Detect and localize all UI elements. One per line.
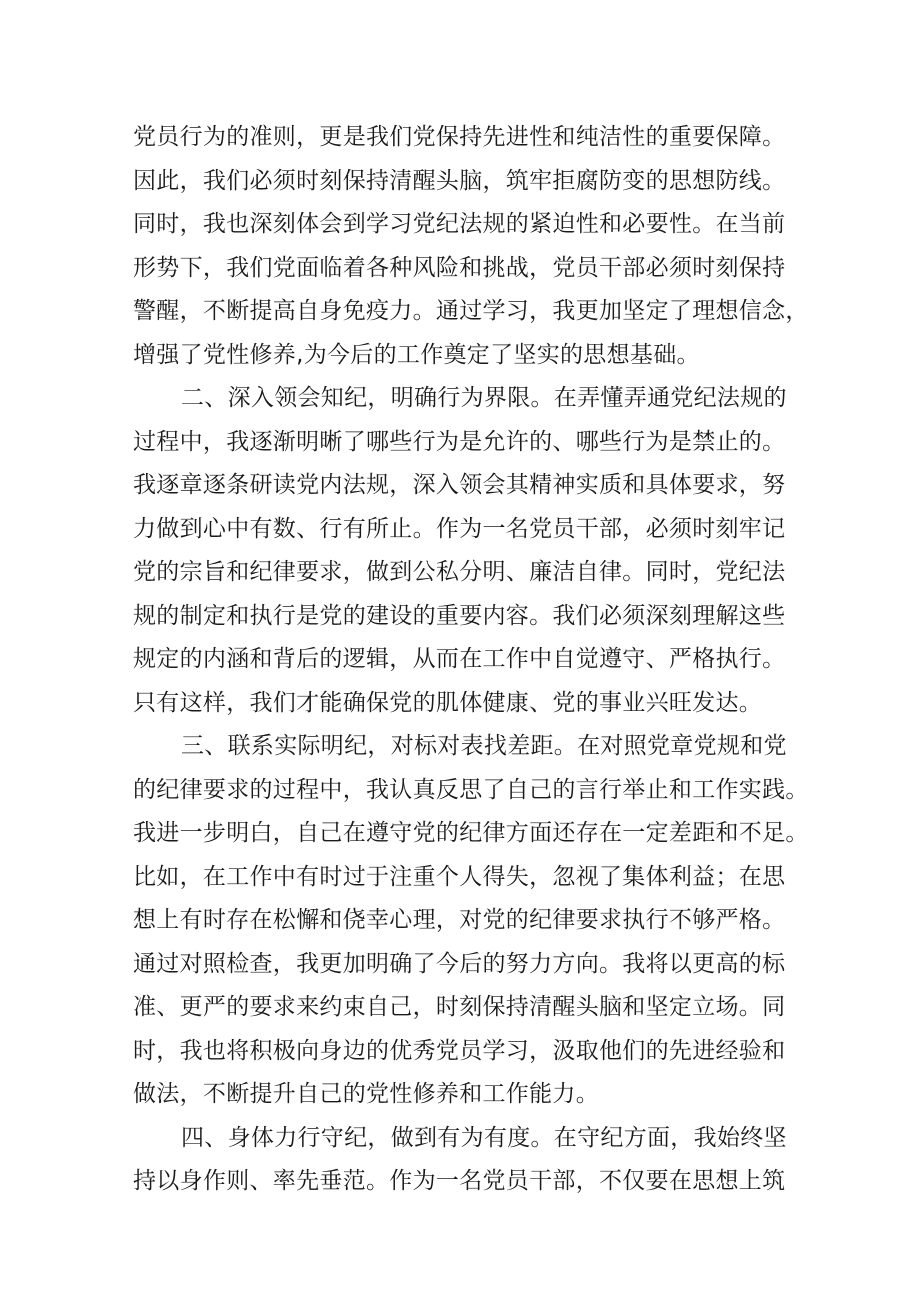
text-line: 持以身作则、率先垂范。作为一名党员干部，不仅要在思想上筑 — [133, 1168, 786, 1194]
text-line: 我逐章逐条研读党内法规，深入领会其精神实质和具体要求，努 — [133, 472, 786, 498]
text-line: 比如，在工作中有时过于注重个人得失，忽视了集体利益；在思 — [133, 863, 786, 890]
section-heading-line: 四、身体力行守纪，做到有为有度。在守纪方面，我始终坚 — [181, 1124, 787, 1151]
text-line: 警醒，不断提高自身免疫力。通过学习，我更加坚定了理想信念， — [133, 298, 809, 324]
section-heading-line: 三、联系实际明纪，对标对表找差距。在对照党章党规和党 — [181, 733, 787, 759]
text-line: 规定的内涵和背后的逻辑，从而在工作中自觉遵守、严格执行。 — [133, 646, 786, 672]
document-body — [133, 116, 813, 1204]
text-line: 的纪律要求的过程中，我认真反思了自己的言行举止和工作实践。 — [133, 776, 809, 803]
text-line: 党员行为的准则，更是我们党保持先进性和纯洁性的重要保障。 — [133, 124, 786, 150]
text-line: 做法，不断提升自己的党性修养和工作能力。 — [133, 1081, 599, 1107]
section-heading-line: 二、深入领会知纪，明确行为界限。在弄懂弄通党纪法规的 — [181, 385, 787, 411]
text-line: 党的宗旨和纪律要求，做到公私分明、廉洁自律。同时，党纪法 — [133, 559, 786, 585]
text-line: 想上有时存在松懈和侥幸心理，对党的纪律要求执行不够严格。 — [133, 907, 786, 933]
text-line: 增强了党性修养,为今后的工作奠定了坚实的思想基础。 — [133, 341, 700, 368]
text-line: 准、更严的要求来约束自己，时刻保持清醒头脑和坚定立场。同 — [133, 994, 786, 1020]
text-line: 只有这样，我们才能确保党的肌体健康、党的事业兴旺发达。 — [133, 689, 763, 716]
text-line: 形势下，我们党面临着各种风险和挑战，党员干部必须时刻保持 — [133, 254, 786, 281]
text-line: 过程中，我逐渐明晰了哪些行为是允许的、哪些行为是禁止的。 — [133, 428, 786, 455]
text-line: 时，我也将积极向身边的优秀党员学习，汲取他们的先进经验和 — [133, 1037, 786, 1064]
text-line: 规的制定和执行是党的建设的重要内容。我们必须深刻理解这些 — [133, 602, 786, 629]
text-line: 通过对照检查，我更加明确了今后的努力方向。我将以更高的标 — [133, 950, 786, 977]
text-line: 因此，我们必须时刻保持清醒头脑，筑牢拒腐防变的思想防线。 — [133, 167, 786, 194]
text-line: 力做到心中有数、行有所止。作为一名党员干部，必须时刻牢记 — [133, 515, 786, 542]
text-line: 我进一步明白，自己在遵守党的纪律方面还存在一定差距和不足。 — [133, 820, 809, 846]
text-line: 同时，我也深刻体会到学习党纪法规的紧迫性和必要性。在当前 — [133, 211, 786, 237]
